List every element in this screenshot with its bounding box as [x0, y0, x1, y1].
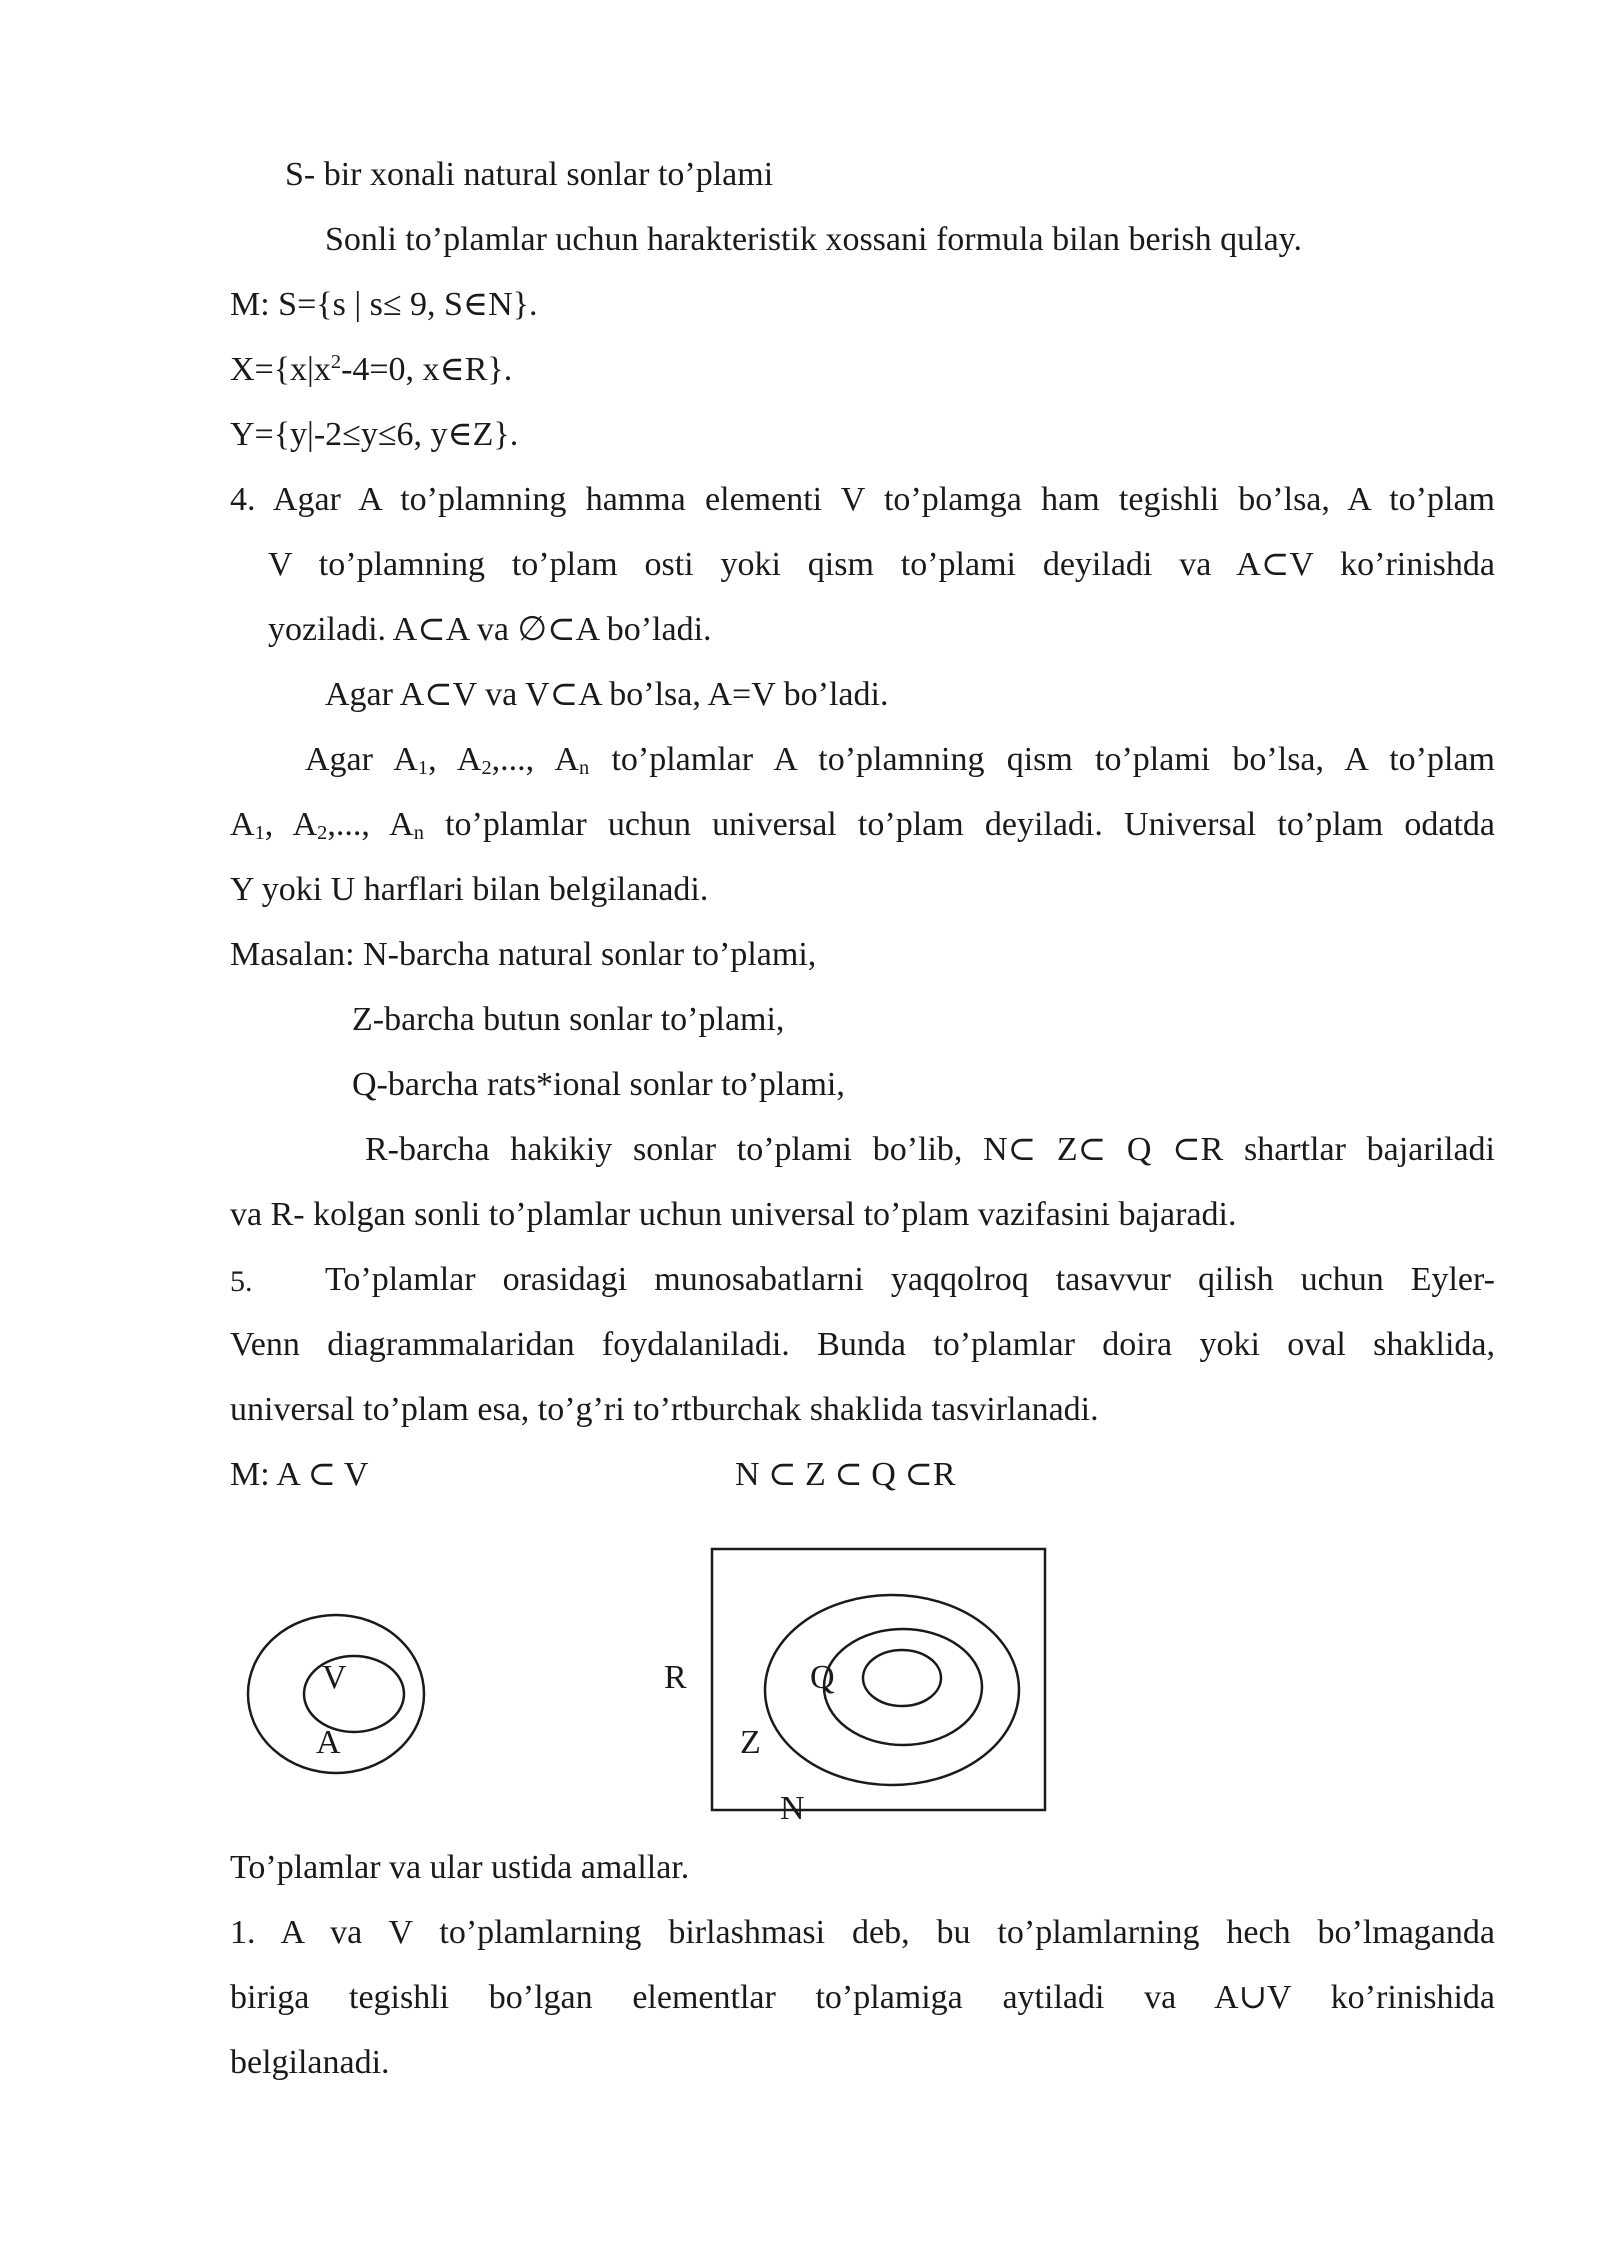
paragraph-4-line-1: 4. Agar A to’plamning hamma elementi V to’plamga ham tegishli bo’lsa, A to’plam	[230, 481, 1495, 518]
universal-line-3: Y yoki U harflari bilan belgilanadi.	[230, 871, 709, 908]
label-q: Q	[810, 1659, 835, 1696]
example-n: Masalan: N-barcha natural sonlar to’plami,	[230, 936, 817, 973]
label-r: R	[664, 1659, 687, 1696]
example-q: Q-barcha rats*ional sonlar to’plami,	[352, 1066, 845, 1103]
s-definition: S- bir xonali natural sonlar to’plami	[285, 156, 774, 193]
operation-1-line-2: biriga tegishli bo’lgan elementlar to’plamiga aytiladi va A∪V ko’rinishida	[230, 1979, 1495, 2016]
example-r-continued: va R- kolgan sonli to’plamlar uchun universal to’plam vazifasini bajaradi.	[230, 1196, 1237, 1233]
paragraph-5-line-2: Venn diagrammalaridan foydalaniladi. Bunda to’plamlar doira yoki oval shaklida,	[230, 1326, 1495, 1363]
paragraph-5-line-1: To’plamlar orasidagi munosabatlarni yaqqolroq tasavvur qilish uchun Eyler-	[325, 1261, 1495, 1298]
label-a: A	[316, 1724, 341, 1761]
set-x-formula: $X=\{x|x^2-4=0$, x∈R}.	[230, 350, 513, 388]
formula-intro: Sonli to’plamlar uchun harakteristik xossani formula bilan berish qulay.	[325, 221, 1302, 258]
n-oval	[863, 1650, 941, 1706]
universal-rectangle	[712, 1549, 1045, 1810]
set-s-formula: M: S={s | s≤ 9, S∈N}.	[230, 286, 538, 323]
q-oval	[824, 1629, 982, 1745]
universal-line-1: Agar $A_1$, $A_2$,..., $A_n$ to’plamlar A to’plamning qism to’plami bo’lsa, A to’plam	[305, 741, 1495, 780]
label-n: N	[780, 1790, 805, 1827]
paragraph-4-line-3: yoziladi. A⊂A va ∅⊂A bo’ladi.	[268, 611, 712, 648]
operation-1-line-3: belgilanadi.	[230, 2044, 390, 2081]
example-r: R-barcha hakikiy sonlar to’plami bo’lib, N⊂ Z⊂ Q ⊂R shartlar bajariladi	[365, 1131, 1495, 1168]
label-z: Z	[740, 1724, 761, 1761]
label-v: V	[322, 1659, 347, 1696]
venn-number-sets	[712, 1549, 1045, 1810]
operation-1-line-1: 1. A va V to’plamlarning birlashmasi deb, bu to’plamlarning hech bo’lmaganda	[230, 1914, 1495, 1951]
paragraph-4-line-2: V to’plamning to’plam osti yoki qism to’plami deyiladi va A⊂V ko’rinishda	[268, 546, 1495, 583]
set-y-formula: Y={y|-2≤y≤6, y∈Z}.	[230, 416, 519, 453]
universal-line-2: $A_1$, $A_2$,..., $A_n$ to’plamlar uchun universal to’plam deyiladi. Universal to’plam odatda	[230, 806, 1495, 845]
example-a-subset-v: M: A ⊂ V	[230, 1456, 369, 1493]
operations-title: To’plamlar va ular ustida amallar.	[230, 1849, 690, 1886]
paragraph-5-line-3: universal to’plam esa, to’g’ri to’rtburchak shaklida tasvirlanadi.	[230, 1391, 1099, 1428]
inner-oval	[304, 1656, 404, 1732]
example-z: Z-barcha butun sonlar to’plami,	[352, 1001, 785, 1038]
paragraph-5-number: 5.	[230, 1265, 253, 1298]
paragraph-4-line-4: Agar A⊂V va V⊂A bo’lsa, A=V bo’ladi.	[325, 676, 889, 713]
example-chain-subsets: N ⊂ Z ⊂ Q ⊂R	[735, 1456, 956, 1493]
